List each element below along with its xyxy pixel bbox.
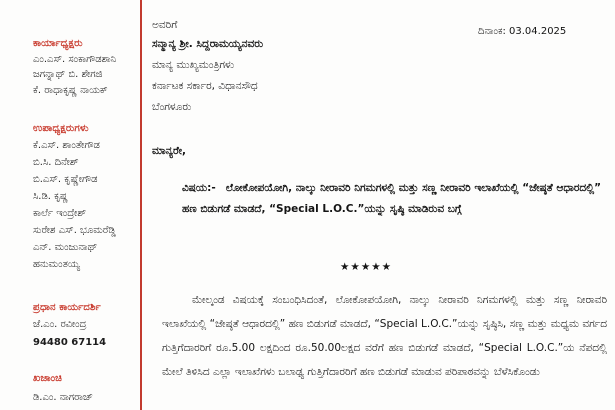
vice-president-name-6: ಸುರೇಶ ಎಸ್. ಭೂಮರೆಡ್ಡಿ <box>33 225 116 236</box>
subject-label: ವಿಷಯ:- <box>182 182 216 194</box>
vice-president-name-4: ಸಿ.ಡಿ. ಕೃಷ್ಣ <box>33 191 69 202</box>
letter-date: ದಿನಾಂಕ: 03.04.2025 <box>478 26 567 37</box>
recipient-name: ಸನ್ಮಾನ್ಯ ಶ್ರೀ. ಸಿದ್ದರಾಮಯ್ಯನವರು <box>152 38 264 50</box>
to-label: ಅವರಿಗೆ <box>152 19 178 31</box>
vice-president-name-7: ಎನ್. ಮಂಜುನಾಥ್ <box>33 242 98 253</box>
address-line-3: ಬೆಂಗಳೂರು <box>152 101 192 113</box>
address-line-1: ಮಾನ್ಯ ಮುಖ್ಯಮಂತ್ರಿಗಳು <box>152 59 235 71</box>
president-heading: ಕಾರ್ಯಾಧ್ಯಕ್ಷರು <box>33 38 83 49</box>
treasurer-name: ಡಿ.ಎಂ. ನಾಗರಾಜ್ <box>33 392 93 403</box>
vice-president-name-8: ಹನುಮಂತಯ್ಯ <box>33 259 80 270</box>
section-divider-stars: ★★★★★ <box>340 261 393 273</box>
president-name-1: ಎಂ.ಎಸ್. ಸಂಕಾಗೌಡಶಾನಿ <box>33 54 117 65</box>
vice-president-name-1: ಕೆ.ಎಸ್. ಶಾಂತೇಗೌಡ <box>33 140 100 151</box>
salutation: ಮಾನ್ಯರೇ, <box>152 145 186 157</box>
body-text: ಮೇಲ್ಕಂಡ ವಿಷಯಕ್ಕೆ ಸಂಬಂಧಿಸಿದಂತೆ, ಲೋಕೋಪಯೋಗಿ, ನಾಲ್ಕು ನೀರಾವರಿ ನಿಗಮಗಳಲ್ಲಿ ಮತ್ತು ಸಣ್ಣ ನೀರಾವರಿ ಇಲಾಖೆಯಲ್ಲಿ “ಜೇಷ್ಠತೆ ಆಧಾರದಲ್ಲಿ” ಹಣ ಬಿಡುಗಡೆ ಮಾಡದೆ, “Special L.O.C.”ಯನ್ನು ಸೃಷ್ಠಿಸಿ, ಸಣ್ಣ ಮತ್ತು ಮಧ್ಯಮ ವರ್ಗದ ಗುತ್ತಿಗೆದಾರರಿಗೆ ರೂ.5.00 ಲಕ್ಷದಿಂದ ರೂ.50.00ಲಕ್ಷದ ವರೆಗೆ ಹಣ ಬಿಡುಗಡೆ ಮಾಡದೆ, “Special L.O.C.”ಯ ನೆಪದಲ್ಲಿ ಮೇಲೆ ತಿಳಿಸಿದ ಎಲ್ಲಾ ಇಲಾಖೆಗಳು ಬಲಾಢ್ಯ ಗುತ್ತಿಗೆದಾರರಿಗೆ ಹಣ ಬಿಡುಗಡೆ ಮಾಡುವ ಪರಿಪಾಠವನ್ನು ಬೆಳೆಸಿಕೊಂಡು <box>162 294 607 378</box>
body-paragraph <box>162 288 607 384</box>
vice-president-name-2: ಬಿ.ಸಿ. ದಿನೇಶ್ <box>33 157 79 168</box>
vice-president-name-3: ಬಿ.ಎಸ್. ಕೃಷ್ಣೇಗೌಡ <box>33 174 98 185</box>
general-secretary-heading: ಪ್ರಧಾನ ಕಾರ್ಯದರ್ಶಿ <box>33 302 101 313</box>
vice-president-name-5: ಕಾರ್ಲೆ ಇಂದ್ರೇಶ್ <box>33 208 87 219</box>
vice-presidents-heading: ಉಪಾಧ್ಯಕ್ಷರುಗಳು <box>33 123 89 134</box>
general-secretary-phone: 94480 67114 <box>33 337 107 348</box>
address-line-2: ಕರ್ನಾಟಕ ಸರ್ಕಾರ, ವಿಧಾನಸೌಧ <box>152 80 258 92</box>
office-bearers-sidebar <box>0 0 140 410</box>
president-name-2: ಜಗನ್ನಾಥ್ ಬಿ. ಶೇಗಜಿ <box>33 69 103 80</box>
subject-text: ಲೋಕೋಪಯೋಗಿ, ನಾಲ್ಕು ನೀರಾವರಿ ನಿಗಮಗಳಲ್ಲಿ ಮತ್ತು ಸಣ್ಣ ನೀರಾವರಿ ಇಲಾಖೆಯಲ್ಲಿ “ಜೇಷ್ಠತೆ ಆಧಾರದಲ್ಲಿ” ಹಣ ಬಿಡುಗಡೆ ಮಾಡದೆ, “Special L.O.C.”ಯನ್ನು ಸೃಷ್ಠಿ ಮಾಡಿರುವ ಬಗ್ಗೆ <box>182 182 602 215</box>
president-name-3: ಕೆ. ರಾಧಾಕೃಷ್ಣ ನಾಯಕ್ <box>33 85 108 96</box>
letter-body <box>142 0 615 410</box>
general-secretary-name: ಜೆ.ಎಂ. ರವೀಂದ್ರ <box>33 319 87 330</box>
treasurer-heading: ಖಜಾಂಚಿ <box>33 373 62 384</box>
subject-block <box>182 178 602 220</box>
